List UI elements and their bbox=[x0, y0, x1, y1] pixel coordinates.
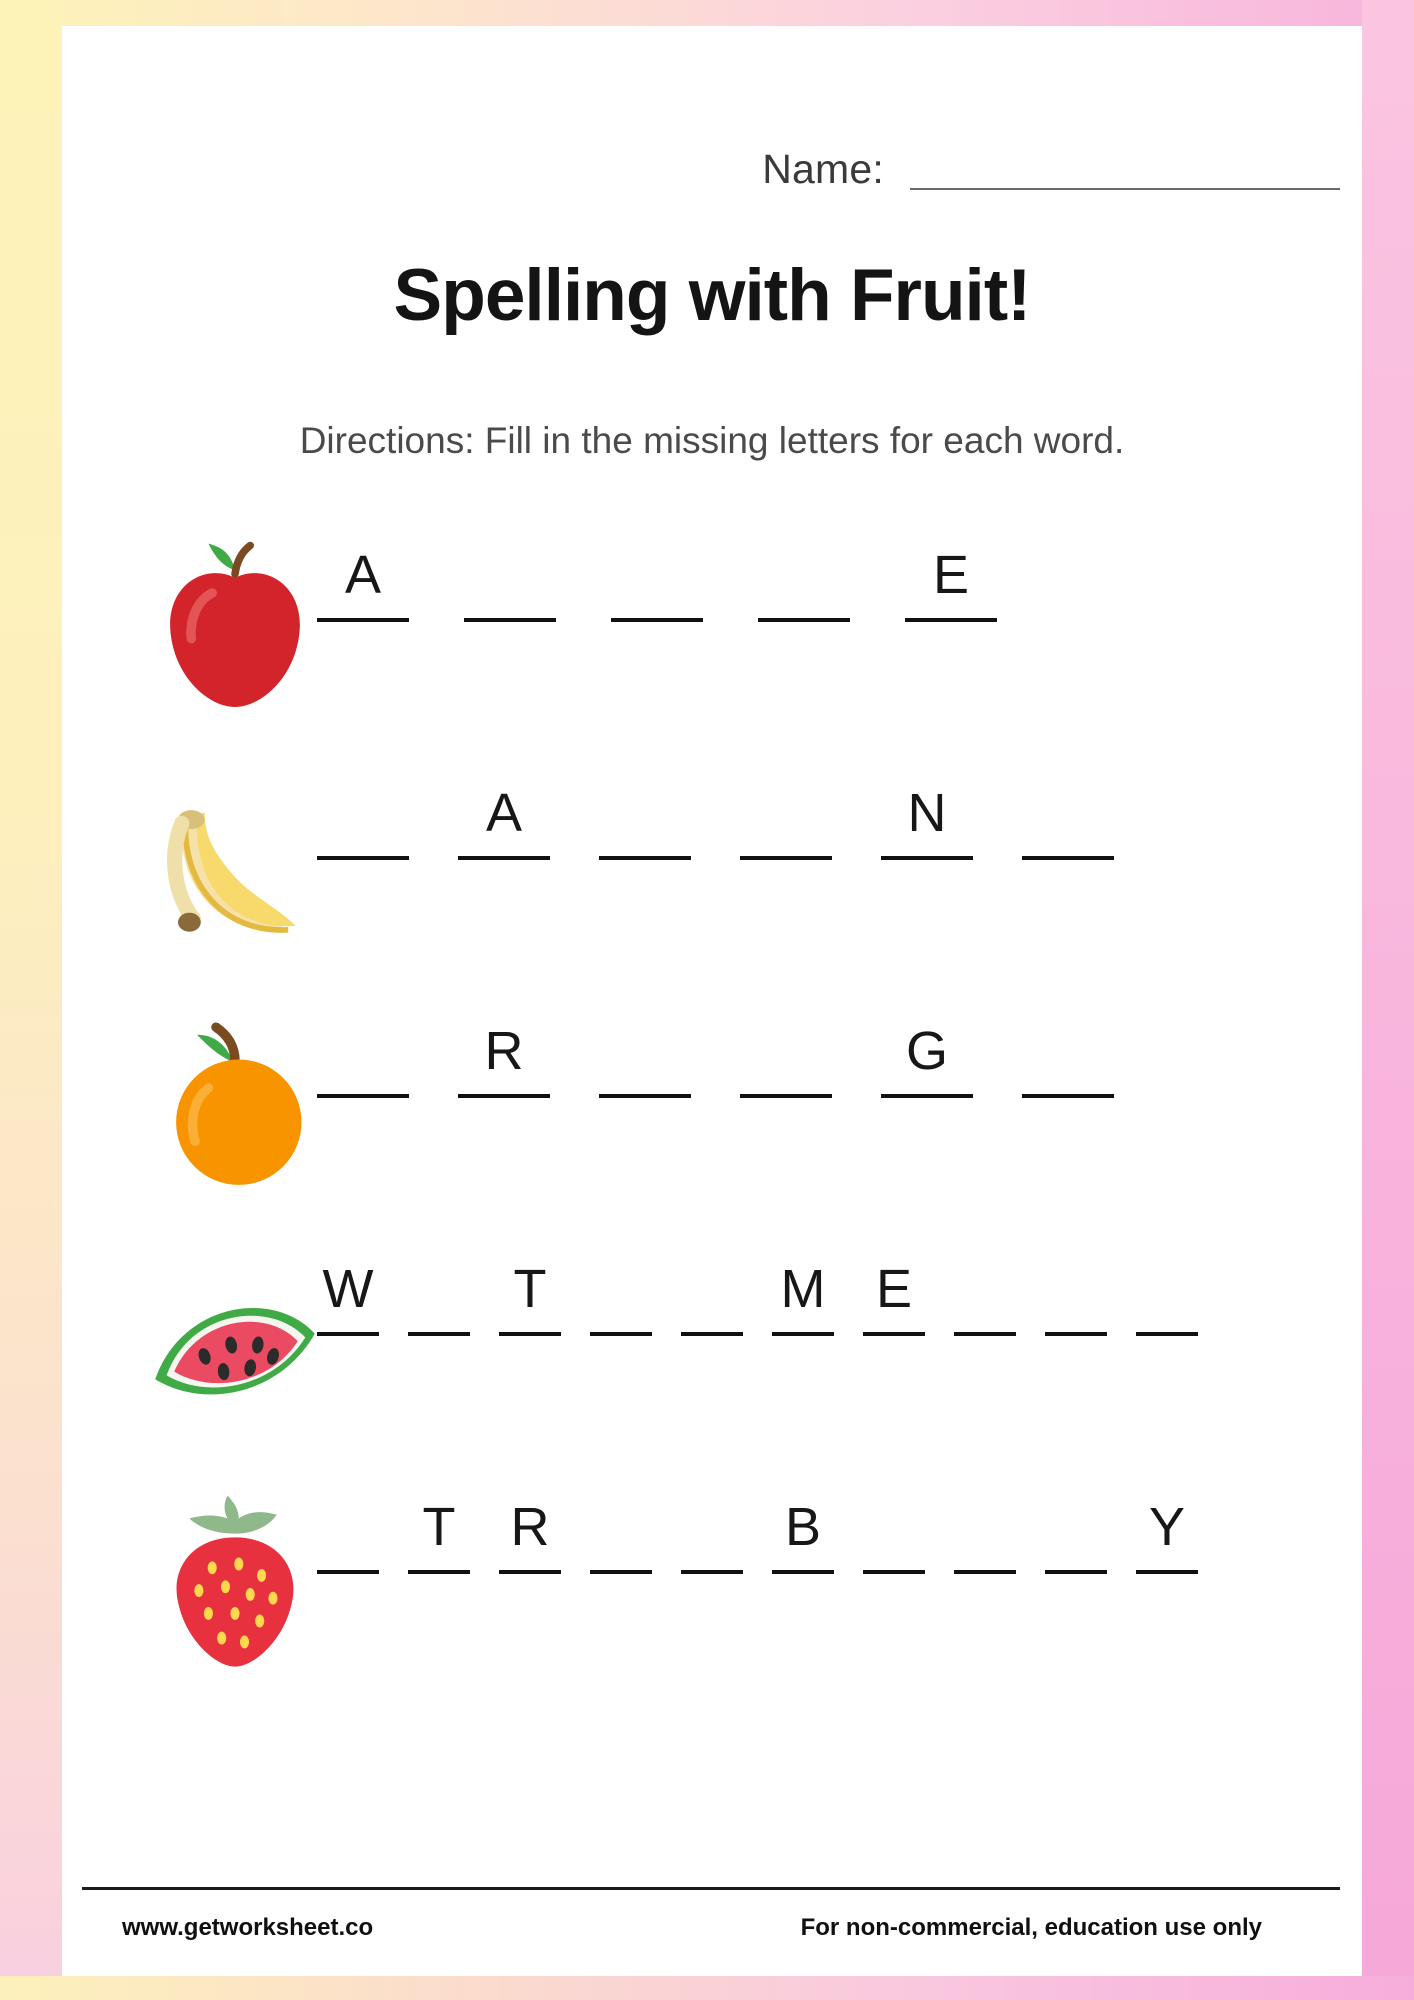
blank-underline bbox=[317, 1570, 379, 1574]
blank-underline bbox=[317, 1332, 379, 1336]
blank-underline bbox=[758, 618, 850, 622]
blank-underline bbox=[499, 1570, 561, 1574]
blank-underline bbox=[1045, 1332, 1107, 1336]
letter-text: E bbox=[875, 1259, 913, 1319]
letter-given bbox=[408, 1498, 470, 1574]
letter-given bbox=[1136, 1498, 1198, 1574]
letter-blank[interactable] bbox=[740, 1022, 832, 1098]
name-label: Name: bbox=[762, 146, 884, 192]
border-top bbox=[0, 0, 1414, 26]
strawberry-icon bbox=[140, 1488, 330, 1678]
border-bottom bbox=[0, 1976, 1414, 2000]
blank-underline bbox=[317, 856, 409, 860]
blank-underline bbox=[599, 1094, 691, 1098]
footer-usage-note: For non-commercial, education use only bbox=[800, 1914, 1262, 1941]
blank-underline bbox=[499, 1332, 561, 1336]
blank-underline bbox=[863, 1570, 925, 1574]
banana-icon bbox=[140, 774, 330, 964]
letter-blank[interactable] bbox=[590, 1260, 652, 1336]
letter-text: T bbox=[422, 1497, 456, 1557]
blank-underline bbox=[599, 856, 691, 860]
letter-blank[interactable] bbox=[758, 546, 850, 622]
blank-underline bbox=[772, 1570, 834, 1574]
letter-given bbox=[458, 1022, 550, 1098]
border-left bbox=[0, 0, 62, 2000]
letter-given bbox=[317, 1260, 379, 1336]
word-row bbox=[62, 1240, 1362, 1478]
blank-underline bbox=[317, 1094, 409, 1098]
letter-given bbox=[881, 784, 973, 860]
letter-text: B bbox=[784, 1497, 822, 1557]
blank-underline bbox=[317, 618, 409, 622]
letter-blank[interactable] bbox=[954, 1498, 1016, 1574]
footer-website: www.getworksheet.co bbox=[122, 1914, 374, 1941]
letter-blank[interactable] bbox=[1022, 784, 1114, 860]
letter-text: A bbox=[485, 783, 523, 843]
blank-underline bbox=[408, 1332, 470, 1336]
blank-underline bbox=[590, 1332, 652, 1336]
blank-underline bbox=[1136, 1332, 1198, 1336]
letter-blank[interactable] bbox=[740, 784, 832, 860]
blank-underline bbox=[954, 1332, 1016, 1336]
letter-blanks bbox=[317, 546, 1332, 622]
letter-given bbox=[317, 546, 409, 622]
letter-text: W bbox=[322, 1259, 374, 1319]
letter-blank[interactable] bbox=[408, 1260, 470, 1336]
letter-blank[interactable] bbox=[611, 546, 703, 622]
letter-blank[interactable] bbox=[1022, 1022, 1114, 1098]
letter-blank[interactable] bbox=[317, 1022, 409, 1098]
letter-given bbox=[499, 1498, 561, 1574]
letter-text: T bbox=[513, 1259, 547, 1319]
letter-given bbox=[458, 784, 550, 860]
footer-divider bbox=[82, 1887, 1340, 1890]
letter-text: R bbox=[484, 1021, 524, 1081]
letter-blank[interactable] bbox=[863, 1498, 925, 1574]
letter-text: M bbox=[780, 1259, 826, 1319]
blank-underline bbox=[954, 1570, 1016, 1574]
blank-underline bbox=[590, 1570, 652, 1574]
blank-underline bbox=[1045, 1570, 1107, 1574]
letter-given bbox=[772, 1498, 834, 1574]
page-title: Spelling with Fruit! bbox=[393, 255, 1031, 336]
blank-underline bbox=[1022, 856, 1114, 860]
directions-text: Directions: Fill in the missing letters for each word. bbox=[299, 420, 1125, 461]
blank-underline bbox=[681, 1570, 743, 1574]
name-row bbox=[62, 144, 1362, 190]
blank-underline bbox=[905, 618, 997, 622]
letter-given bbox=[772, 1260, 834, 1336]
blank-underline bbox=[772, 1332, 834, 1336]
letter-given bbox=[499, 1260, 561, 1336]
letter-blank[interactable] bbox=[1045, 1498, 1107, 1574]
letter-blank[interactable] bbox=[317, 1498, 379, 1574]
letter-blanks bbox=[317, 1022, 1332, 1098]
blank-underline bbox=[740, 1094, 832, 1098]
blank-underline bbox=[881, 856, 973, 860]
letter-blank[interactable] bbox=[1045, 1260, 1107, 1336]
watermelon-icon bbox=[140, 1250, 330, 1440]
footer bbox=[82, 1914, 1340, 1942]
word-row bbox=[62, 1002, 1362, 1240]
letter-given bbox=[863, 1260, 925, 1336]
letter-blank[interactable] bbox=[590, 1498, 652, 1574]
letter-blanks bbox=[317, 1498, 1332, 1574]
word-row bbox=[62, 526, 1362, 764]
blank-underline bbox=[881, 1094, 973, 1098]
letter-blank[interactable] bbox=[954, 1260, 1016, 1336]
letter-given bbox=[881, 1022, 973, 1098]
word-rows bbox=[62, 526, 1362, 1716]
blank-underline bbox=[408, 1570, 470, 1574]
name-input-line[interactable] bbox=[910, 144, 1340, 190]
letter-blank[interactable] bbox=[681, 1260, 743, 1336]
apple-icon bbox=[140, 536, 330, 726]
letter-blank[interactable] bbox=[464, 546, 556, 622]
letter-text: E bbox=[932, 545, 970, 605]
letter-blank[interactable] bbox=[681, 1498, 743, 1574]
letter-blank[interactable] bbox=[599, 1022, 691, 1098]
letter-blank[interactable] bbox=[599, 784, 691, 860]
word-row bbox=[62, 1478, 1362, 1716]
blank-underline bbox=[681, 1332, 743, 1336]
blank-underline bbox=[464, 618, 556, 622]
blank-underline bbox=[863, 1332, 925, 1336]
letter-given bbox=[905, 546, 997, 622]
worksheet-sheet bbox=[62, 26, 1362, 1976]
blank-underline bbox=[740, 856, 832, 860]
letter-text: G bbox=[905, 1021, 948, 1081]
blank-underline bbox=[458, 1094, 550, 1098]
letter-blanks bbox=[317, 784, 1332, 860]
blank-underline bbox=[1136, 1570, 1198, 1574]
letter-blanks bbox=[317, 1260, 1332, 1336]
letter-text: R bbox=[510, 1497, 550, 1557]
letter-text: N bbox=[907, 783, 947, 843]
blank-underline bbox=[458, 856, 550, 860]
orange-icon bbox=[140, 1012, 330, 1202]
letter-text: A bbox=[344, 545, 382, 605]
letter-blank[interactable] bbox=[1136, 1260, 1198, 1336]
border-right bbox=[1362, 0, 1414, 2000]
letter-text: Y bbox=[1148, 1497, 1186, 1557]
blank-underline bbox=[1022, 1094, 1114, 1098]
word-row bbox=[62, 764, 1362, 1002]
blank-underline bbox=[611, 618, 703, 622]
letter-blank[interactable] bbox=[317, 784, 409, 860]
